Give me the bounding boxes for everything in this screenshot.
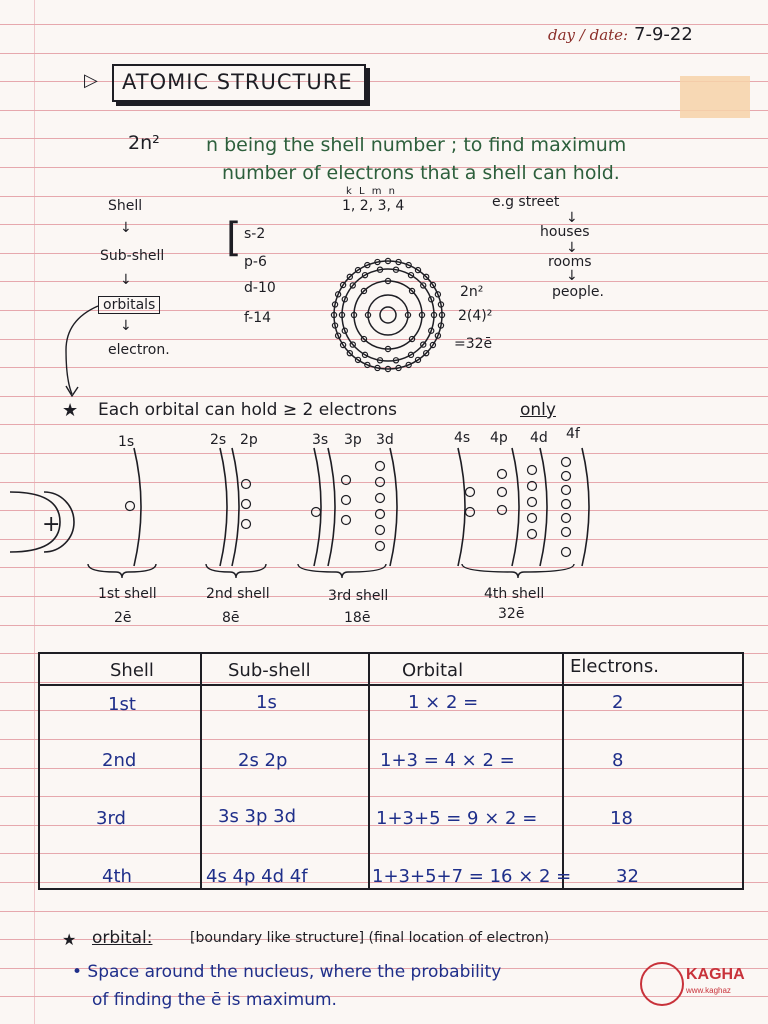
row3-electrons: 18 xyxy=(610,808,633,829)
shell-arc xyxy=(458,448,465,566)
electron-dot xyxy=(342,516,351,525)
calc-line-2: 2(4)² xyxy=(458,308,493,324)
analogy-houses: houses xyxy=(540,224,590,240)
page-title: ATOMIC STRUCTURE xyxy=(122,70,353,94)
row4-electrons: 32 xyxy=(616,866,639,887)
label-3p: 3p xyxy=(344,432,362,448)
electron-dot xyxy=(562,548,571,557)
electron-dot xyxy=(562,500,571,509)
hierarchy-electron: electron. xyxy=(108,342,170,358)
brace-icon: [ xyxy=(226,215,242,261)
shell-caption-4: 4th shell xyxy=(484,586,545,602)
shell-caption-2: 2nd shell xyxy=(206,586,270,602)
row3-orbital: 1+3+5 = 9 × 2 = xyxy=(376,808,538,829)
row2-subshell: 2s 2p xyxy=(238,750,288,771)
electron-dot xyxy=(376,542,385,551)
curved-arrow-icon xyxy=(56,300,106,400)
shell-caption-1: 1st shell xyxy=(98,586,157,602)
electron-dot xyxy=(562,472,571,481)
row4-subshell: 4s 4p 4d 4f xyxy=(206,866,308,887)
definition-line-1: • Space around the nucleus, where the probability xyxy=(72,962,502,982)
electron-dot xyxy=(562,486,571,495)
row2-shell: 2nd xyxy=(102,750,137,771)
electron-dot xyxy=(498,470,507,479)
shell-numbers: 1, 2, 3, 4 xyxy=(342,198,405,214)
electron-dot xyxy=(498,488,507,497)
atom-diagram xyxy=(330,250,450,380)
capacity-f: f-14 xyxy=(244,310,272,326)
shell-arc xyxy=(232,448,239,566)
star-icon: ★ xyxy=(62,930,77,949)
table-header-shell: Shell xyxy=(110,660,154,681)
orbital-rule-emphasis: only xyxy=(520,400,556,420)
electron-dot xyxy=(376,510,385,519)
shell-letters: k L m n xyxy=(346,186,397,197)
electron-dot xyxy=(342,476,351,485)
shell-arc xyxy=(390,448,397,566)
down-arrow-icon: ↓ xyxy=(120,272,132,288)
shell-arc xyxy=(220,448,227,566)
label-4p: 4p xyxy=(490,430,508,446)
down-arrow-icon: ↓ xyxy=(566,268,578,284)
shell-arc xyxy=(328,448,335,566)
shell-braces xyxy=(80,560,600,580)
electron-dot xyxy=(376,478,385,487)
hierarchy-shell: Shell xyxy=(108,198,143,214)
analogy-rooms: rooms xyxy=(548,254,592,270)
row4-shell: 4th xyxy=(102,866,132,887)
electron-dot xyxy=(562,528,571,537)
row1-shell: 1st xyxy=(108,694,136,715)
down-arrow-icon: ↓ xyxy=(120,318,132,334)
electron-dot xyxy=(342,496,351,505)
brand-url: www.kaghaz xyxy=(686,986,731,995)
table-header-orbital: Orbital xyxy=(402,660,464,681)
star-icon: ★ xyxy=(62,400,79,421)
label-2p: 2p xyxy=(240,432,258,448)
label-4f: 4f xyxy=(566,426,580,442)
brand-name: KAGHA xyxy=(686,966,745,983)
label-1s: 1s xyxy=(118,434,135,450)
nucleus-plus: + xyxy=(42,512,61,537)
electron-dot xyxy=(376,494,385,503)
shell-count-1: 2ē xyxy=(114,610,132,626)
capacity-s: s-2 xyxy=(244,226,266,242)
tape-mark xyxy=(680,76,750,118)
definition-term: orbital: xyxy=(92,928,153,948)
row3-subshell: 3s 3p 3d xyxy=(218,806,297,827)
row4-orbital: 1+3+5+7 = 16 × 2 = xyxy=(372,866,572,887)
label-4d: 4d xyxy=(530,430,548,446)
brand-logo-icon xyxy=(640,962,684,1006)
electron-dot xyxy=(528,498,537,507)
shell-arc xyxy=(582,448,589,566)
electron-dot xyxy=(242,520,251,529)
shell-count-3: 18ē xyxy=(344,610,371,626)
electron-dot xyxy=(528,514,537,523)
row3-shell: 3rd xyxy=(96,808,126,829)
electron-dot xyxy=(466,508,475,517)
row2-orbital: 1+3 = 4 × 2 = xyxy=(380,750,515,771)
shell-arc xyxy=(540,448,547,566)
electron-dot xyxy=(498,506,507,515)
electron-dot xyxy=(528,482,537,491)
analogy-street: e.g street xyxy=(492,194,560,210)
hierarchy-subshell: Sub-shell xyxy=(100,248,165,264)
shell-count-2: 8ē xyxy=(222,610,240,626)
definition-note: [boundary like structure] (final location of electron) xyxy=(190,930,550,946)
shell-arc xyxy=(134,448,141,566)
shell-caption-3: 3rd shell xyxy=(328,588,389,604)
formula-explanation-2: number of electrons that a shell can hold. xyxy=(222,162,620,184)
capacity-p: p-6 xyxy=(244,254,267,270)
electron-dot xyxy=(242,500,251,509)
label-4s: 4s xyxy=(454,430,471,446)
label-2s: 2s xyxy=(210,432,227,448)
formula-explanation-1: n being the shell number ; to find maximum xyxy=(206,134,627,156)
row1-orbital: 1 × 2 = xyxy=(408,692,479,713)
electron-dot xyxy=(466,488,475,497)
electron-dot xyxy=(376,462,385,471)
down-arrow-icon: ↓ xyxy=(566,210,578,226)
electron-dot xyxy=(126,502,135,511)
down-arrow-icon: ↓ xyxy=(566,240,578,256)
orbital-rule: Each orbital can hold ≥ 2 electrons xyxy=(98,400,398,420)
electron-dot xyxy=(242,480,251,489)
definition-line-2: of finding the ē is maximum. xyxy=(92,990,337,1010)
date-value: 7-9-22 xyxy=(634,24,693,45)
shell-count-4: 32ē xyxy=(498,606,525,622)
date-label: day / date: xyxy=(548,26,629,44)
shells-diagram xyxy=(0,440,620,580)
electron-dot xyxy=(376,526,385,535)
electron-dot xyxy=(312,508,321,517)
hierarchy-orbitals: orbitals xyxy=(98,296,160,314)
down-arrow-icon: ↓ xyxy=(120,220,132,236)
row1-electrons: 2 xyxy=(612,692,624,713)
table-header-subshell: Sub-shell xyxy=(228,660,311,681)
shell-arc xyxy=(512,448,519,566)
row2-electrons: 8 xyxy=(612,750,624,771)
label-3d: 3d xyxy=(376,432,394,448)
table-header-electrons: Electrons. xyxy=(570,656,659,677)
calc-line-3: =32ē xyxy=(454,336,493,352)
analogy-people: people. xyxy=(552,284,604,300)
calc-line-1: 2n² xyxy=(460,284,484,300)
formula-expression: 2n² xyxy=(128,132,160,154)
electron-dot xyxy=(562,458,571,467)
capacity-d: d-10 xyxy=(244,280,276,296)
electron-dot xyxy=(562,514,571,523)
electron-dot xyxy=(528,466,537,475)
bullet-triangle-icon: ▷ xyxy=(84,70,98,91)
electron-dot xyxy=(528,530,537,539)
label-3s: 3s xyxy=(312,432,329,448)
row1-subshell: 1s xyxy=(256,692,277,713)
